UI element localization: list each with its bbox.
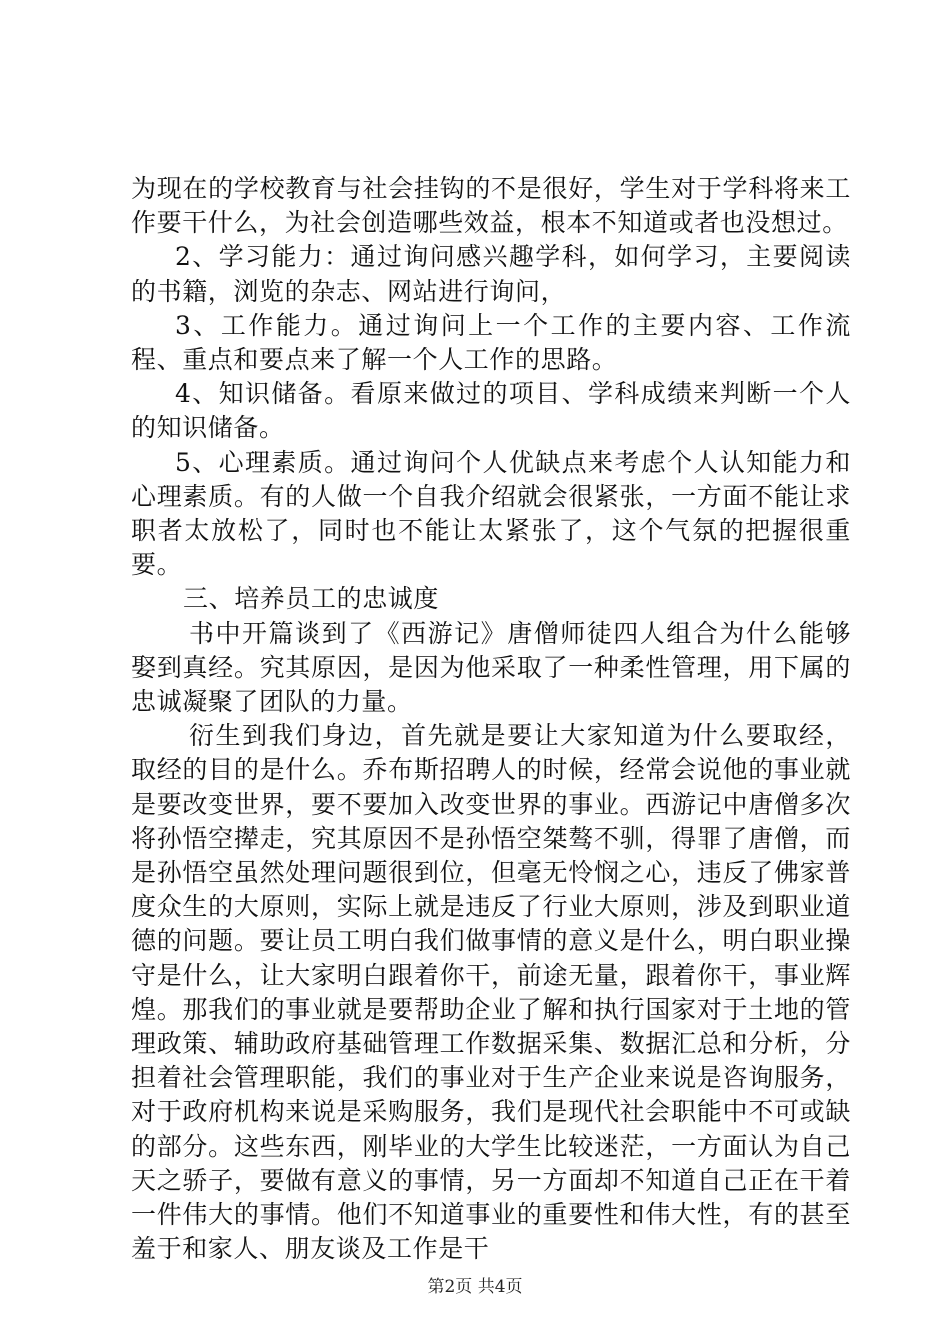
paragraph-knowledge: 4、知识储备。看原来做过的项目、学科成绩来判断一个人的知识储备。 [131,379,851,443]
page-number-footer: 第2页 共4页 [427,1277,523,1297]
paragraph-journey-west: 书中开篇谈到了《西游记》唐僧师徒四人组合为什么能够娶到真经。究其原因，是因为他采取了一种柔性管理，用下属的忠诚凝聚了团队的力量。 [131,618,851,717]
paragraph-career-meaning: 衍生到我们身边，首先就是要让大家知道为什么要取经，取经的目的是什么。乔布斯招聘人的时候，经常会说他的事业就是要改变世界，要不要加入改变世界的事业。西游记中唐僧多次将孙悟空撵走，究其原因不是孙悟空桀骜不驯，得罪了唐僧，而是孙悟空虽然处理问题很到位，但毫无怜悯之心，违反了佛家普度众生的大原则，实际上就是违反了行业大原则，涉及到职业道德的问题。要让员工明白我们做事情的意义是什么，明白职业操守是什么，让大家明白跟着你干，前途无量，跟着你干，事业辉煌。那我们的事业就是要帮助企业了解和执行国家对于土地的管理政策、辅助政府基础管理工作数据采集、数据汇总和分析，分担着社会管理职能，我们的事业对于生产企业来说是咨询服务，对于政府机构来说是采购服务，我们是现代社会职能中不可或缺的部分。这些东西，刚毕业的大学生比较迷茫，一方面认为自己天之骄子，要做有意义的事情，另一方面却不知道自己正在干着一件伟大的事情。他们不知道事业的重要性和伟大性，有的甚至羞于和家人、朋友谈及工作是干 [131,721,851,1264]
paragraph-psychology: 5、心理素质。通过询问个人优缺点来考虑个人认知能力和心理素质。有的人做一个自我介绍就会很紧张，一方面不能让求职者太放松了，同时也不能让太紧张了，这个气氛的把握很重要。 [131,447,851,580]
section-heading-loyalty: 三、培养员工的忠诚度 [183,584,440,614]
paragraph-continuation: 为现在的学校教育与社会挂钩的不是很好，学生对于学科将来工作要干什么，为社会创造哪些效益，根本不知道或者也没想过。 [131,174,851,238]
document-body [131,172,851,1267]
paragraph-work-ability: 3、工作能力。通过询问上一个工作的主要内容、工作流程、重点和要点来了解一个人工作的思路。 [131,310,851,375]
paragraph-learning-ability: 2、学习能力：通过询问感兴趣学科，如何学习，主要阅读的书籍，浏览的杂志、网站进行询问， [131,242,851,306]
